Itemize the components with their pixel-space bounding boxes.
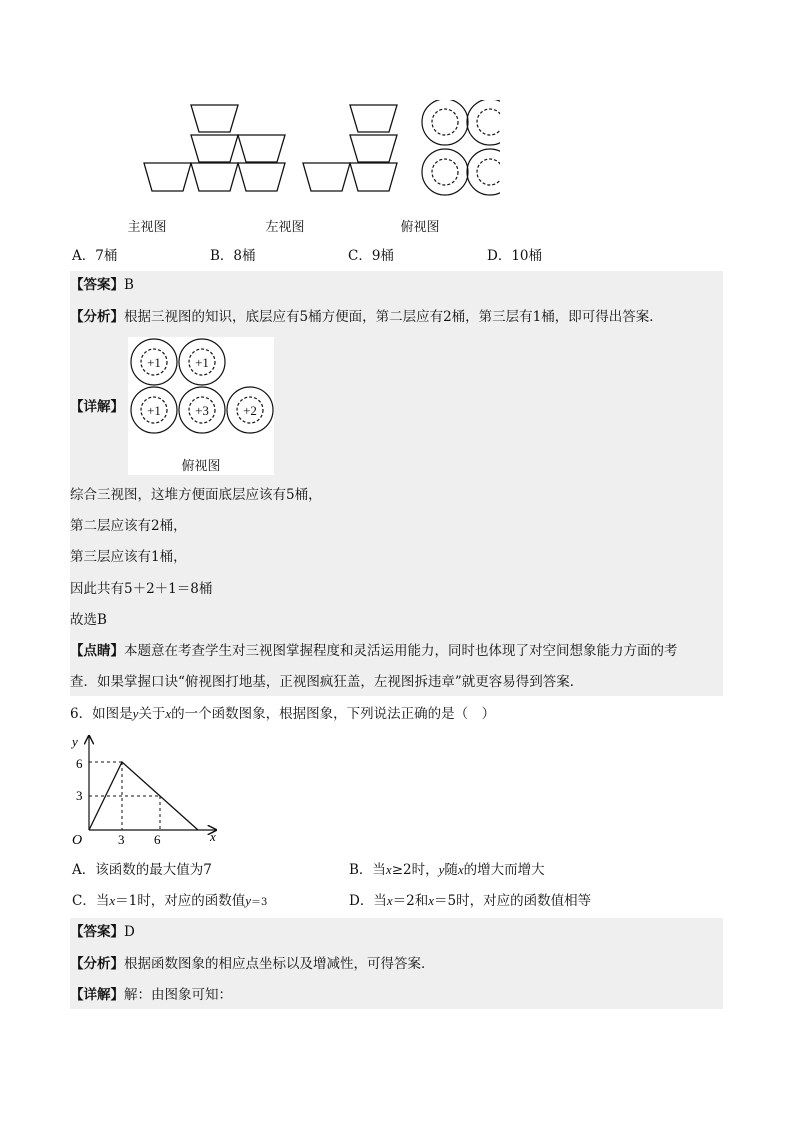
q6-option-c: C．当x＝1时，对应的函数值y＝3 [72, 893, 268, 909]
q5-option-c: C．9桶 [348, 248, 394, 264]
left-view-caption: 左视图 [265, 220, 305, 235]
q6-answer: 【答案】D [70, 924, 135, 940]
y-tick-6: 6 [76, 756, 83, 771]
q5-comment-line-2: 查．如果掌握口诀“俯视图打地基，正视图疯狂盖，左视图拆违章”就更容易得到答案． [70, 674, 584, 690]
y-tick-3: 3 [76, 788, 83, 803]
x-tick-3: 3 [118, 832, 125, 845]
front-view-bucket-mid-right [238, 135, 285, 162]
q6-option-a: A．该函数的最大值为7 [72, 862, 212, 878]
q6-stem: 6．如图是y关于x的一个函数图象，根据图象，下列说法正确的是（ ） [70, 706, 496, 722]
q5-answer: 【答案】B [70, 277, 134, 293]
detail-figure-panel [128, 337, 274, 475]
left-view-bucket-mid [350, 135, 397, 162]
front-view-bucket-top [191, 105, 238, 132]
top-view-caption: 俯视图 [400, 220, 440, 235]
function-graph [70, 730, 230, 845]
top-view-circle-2 [467, 100, 500, 145]
top-view-circle-3 [422, 149, 468, 195]
detail-label-4: +3 [195, 403, 209, 418]
q5-detail-tag: 【详解】 [70, 399, 124, 415]
front-view-bucket-bottom-3 [238, 163, 285, 191]
detail-label-5: +2 [243, 403, 257, 418]
y-axis-label: y [72, 734, 78, 749]
detail-label-2: +1 [195, 355, 209, 370]
front-view-bucket-mid-left [191, 135, 238, 162]
front-view-caption: 主视图 [127, 220, 167, 235]
q6-detail: 【详解】解：由图象可知： [70, 987, 232, 1003]
q5-option-b: B．8桶 [210, 248, 256, 264]
q5-option-a: A．7桶 [72, 248, 118, 264]
front-view-bucket-bottom-2 [191, 163, 238, 191]
q5-option-d: D．10桶 [487, 248, 543, 264]
q5-line-1: 综合三视图，这堆方便面底层应该有5桶， [70, 487, 322, 503]
q5-comment-line-1: 【点睛】本题意在考查学生对三视图掌握程度和灵活运用能力，同时也体现了对空间想象能力方面的考 [70, 643, 678, 659]
top-view-circle-1 [422, 100, 468, 145]
front-view-bucket-bottom-1 [144, 163, 191, 191]
q5-analysis: 【分析】根据三视图的知识，底层应有5桶方便面，第二层应有2桶，第三层有1桶，即可得出答案． [70, 309, 663, 325]
q6-analysis: 【分析】根据函数图象的相应点坐标以及增减性，可得答案． [70, 956, 435, 972]
detail-label-1: +1 [147, 355, 161, 370]
three-view-figure [70, 100, 500, 200]
q6-option-b: B．当x≥2时，y随x的增大而增大 [349, 862, 545, 878]
q5-line-3: 第三层应该有1桶， [70, 549, 187, 565]
q5-line-4: 因此共有5＋2＋1＝8桶 [70, 581, 213, 597]
q5-line-2: 第二层应该有2桶， [70, 518, 187, 534]
x-axis-label: x [210, 829, 216, 844]
left-view-bucket-bottom-1 [303, 163, 350, 191]
x-tick-6: 6 [154, 832, 161, 845]
q5-line-5: 故选B [70, 612, 107, 628]
q6-option-d: D．当x＝2和x＝5时，对应的函数值相等 [349, 893, 592, 909]
top-view-circle-4 [467, 149, 500, 195]
detail-label-3: +1 [147, 403, 161, 418]
left-view-bucket-bottom-2 [350, 163, 397, 191]
left-view-bucket-top [350, 105, 397, 132]
detail-figure-caption: 俯视图 [181, 459, 221, 474]
origin-label: O [72, 833, 83, 845]
